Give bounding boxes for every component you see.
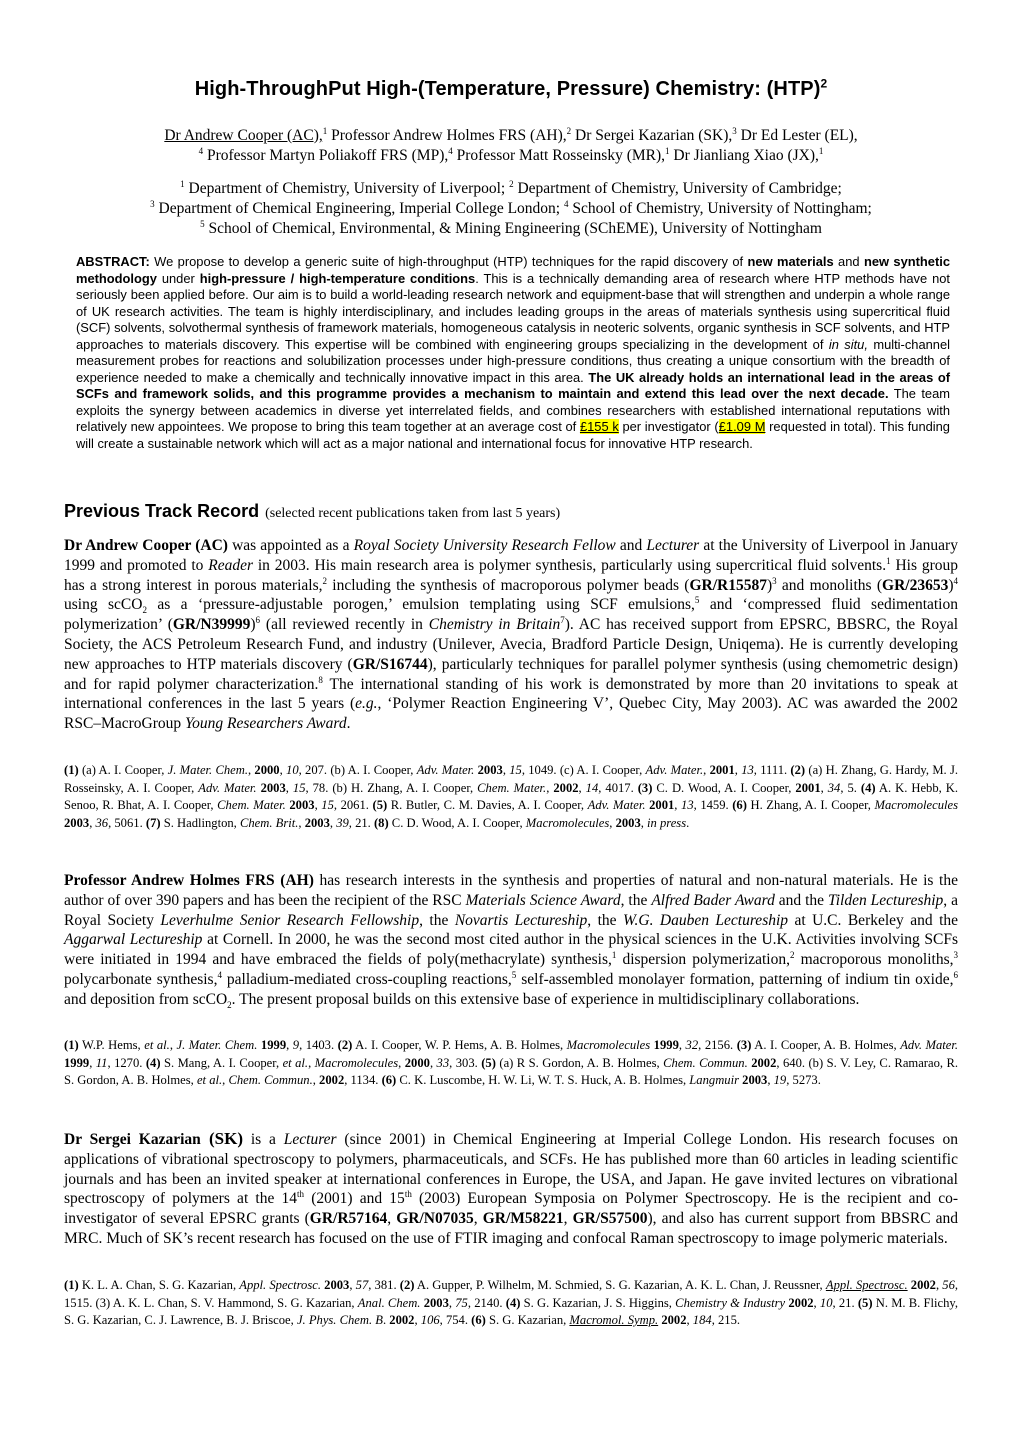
- total-highlight: £1.09 M: [718, 419, 766, 434]
- document-title: High-ThroughPut High-(Temperature, Pressure) Chemistry: (HTP)$^2$: [194, 76, 828, 100]
- section-heading: Previous Track Record (selected recent publications taken from last 5 years): [64, 501, 561, 521]
- kazarian-references: (1) K. L. A. Chan, S. G. Kazarian, Appl. Spectrosc. 2003, 57, 381. (2) A. Gupper, P. Wilhelm, M. Schmied, S. G. Kazarian, A. K. L. Chan, J. Reussner, Appl. Spectrosc. 2002, 56, 1515. (3) A. K. L. Chan, S. V. Hammond, S. G. Kazarian, Anal. Chem. 2003, 75, 2140. (4) S. G. Kazarian, J. S. Higgins, Chemistry & Industry 2002, 10, 21. (5) N. M. B. Flichy, S. G. Kazarian, C. J. Lawrence, B. J. Briscoe, J. Phys. Chem. B. 2002, 106, 754. (6) S. G. Kazarian, Macromol. Symp. 2002, 184, 215.: [64, 1278, 959, 1328]
- abstract: ABSTRACT: We propose to develop a generic suite of high-throughput (HTP) techniques for the rapid discovery of new materials and new synthetic methodology under high-pressure / high-temperature conditions. This is a technically demanding area of research where HTP methods have not seriously been applied before. Our aim is to build a world-leading research network and equipment-base that will strengthen and underpin a whole range of UK research activities. The team is highly interdisciplinary, and includes leading groups in the areas of materials synthesis using supercritical fluid (SCF) solvents, solvothermal synthesis of framework materials, homogeneous catalysis in neoteric solvents, organic synthesis in SCF solvents, and HTP approaches to materials discovery. This expertise will be combined with engineering groups specializing in the development of in situ, multi-channel measurement probes for reactions and solubilization processes under high-pressure conditions, thus creating a unique consortium with the breadth of experience needed to make a chemically and technically innovative impact in this area. The UK already holds an international lead in the areas of SCFs and framework solids, and this programme provides a mechanism to maintain and extend this lead over the next decade. The team exploits the synergy between academics in diverse yet interrelated fields, and combines researchers with established international reputations with relatively new appointees. We propose to bring this team together at an average cost of £155 k per investigator (£1.09 M requested in total). This funding will create a sustainable network which will act as a major national and international focus for innovative HTP research.: [76, 254, 951, 451]
- cooper-references: (1) (a) A. I. Cooper, J. Mater. Chem., 2000, 10, 207. (b) A. I. Cooper, Adv. Mater. 2003, 15, 1049. (c) A. I. Cooper, Adv. Mater., 2001, 13, 1111. (2) (a) H. Zhang, G. Hardy, M. J. Rosseinsky, A. I. Cooper, Adv. Mater. 2003, 15, 78. (b) H. Zhang, A. I. Cooper, Chem. Mater., 2002, 14, 4017. (3) C. D. Wood, A. I. Cooper, 2001, 34, 5. (4) A. K. Hebb, K. Senoo, R. Bhat, A. I. Cooper, Chem. Mater. 2003, 15, 2061. (5) R. Butler, C. M. Davies, A. I. Cooper, Adv. Mater. 2001, 13, 1459. (6) H. Zhang, A. I. Cooper, Macromolecules 2003, 36, 5061. (7) S. Hadlington, Chem. Brit., 2003, 39, 21. (8) C. D. Wood, A. I. Cooper, Macromolecules, 2003, in press.: [64, 763, 959, 830]
- kazarian-paragraph: Dr Sergei Kazarian (SK) is a Lecturer (since 2001) in Chemical Engineering at Imperial College London. His research focuses on applications of vibrational spectroscopy to polymers, pharmaceuticals, and SCFs. He has published more than 60 articles in leading scientific journals and has been an invited speaker at international conferences in Europe, the USA, and Japan. He gave invited lectures on vibrational spectroscopy of polymers at the 14th (2001) and 15th (2003) European Symposia on Polymer Spectroscopy. He is the recipient and co-investigator of several EPSRC grants (GR/R57164, GR/N07035, GR/M58221, GR/S57500), and also has current support from BBSRC and MRC. Much of SK’s recent research has focused on the use of FTIR imaging and confocal Raman spectroscopy to image polymeric materials.: [64, 1129, 959, 1247]
- holmes-references: (1) W.P. Hems, et al., J. Mater. Chem. 1999, 9, 1403. (2) A. I. Cooper, W. P. Hems, A. B. Holmes, Macromolecules 1999, 32, 2156. (3) A. I. Cooper, A. B. Holmes, Adv. Mater. 1999, 11, 1270. (4) S. Mang, A. I. Cooper, et al., Macromolecules, 2000, 33, 303. (5) (a) R S. Gordon, A. B. Holmes, Chem. Commun. 2002, 640. (b) S. V. Ley, C. Ramarao, R. S. Gordon, A. B. Holmes, et al., Chem. Commun., 2002, 1134. (6) C. K. Luscombe, H. W. Li, W. T. S. Huck, A. B. Holmes, Langmuir 2003, 19, 5273.: [64, 1038, 959, 1088]
- author-list: Dr Andrew Cooper (AC),$^1$ Professor Andrew Holmes FRS (AH),$^2$ Dr Sergei Kazarian (SK),$^3$ Dr Ed Lester (EL), $^4$ Professor Martyn Poliakoff FRS (MP),$^4$ Professor Matt Rosseinsky (MR),$^1$ Dr Jianliang Xiao (JX),$^1$: [164, 125, 858, 164]
- holmes-paragraph: Professor Andrew Holmes FRS (AH) has research interests in the synthesis and properties of natural and non-natural materials. He is the author of over 390 papers and has been the recipient of the RSC Materials Science Award, the Alfred Bader Award and the Tilden Lectureship, a Royal Society Leverhulme Senior Research Fellowship, the Novartis Lectureship, the W.G. Dauben Lectureship at U.C. Berkeley and the Aggarwal Lectureship at Cornell. In 2000, he was the second most cited author in the physical sciences in the U.K. Activities involving SCFs were initiated in 1994 and have embraced the fields of poly(methacrylate) synthesis,$^1$ dispersion polymerization,$^2$ macroporous monoliths,$^3$ polycarbonate synthesis,$^4$ palladium-mediated cross-coupling reactions,$^5$ self-assembled monolayer formation, patterning of indium tin oxide,$^6$ and deposition from scCO$_2$. The present proposal builds on this extensive base of experience in multidisciplinary collaborations.: [64, 872, 959, 1010]
- cost-highlight: £155 k: [579, 419, 619, 434]
- affiliation-list: $^1$ Department of Chemistry, University of Liverpool; $^2$ Department of Chemistry, University of Cambridge; $^3$ Department of Chemical Engineering, Imperial College London; $^4$ School of Chemistry, University of Nottingham; $^5$ School of Chemical, Environmental, & Mining Engineering (SChEME), University of Nottingham: [150, 178, 872, 237]
- cooper-paragraph: Dr Andrew Cooper (AC) was appointed as a Royal Society University Research Fellow and Lecturer at the University of Liverpool in January 1999 and promoted to Reader in 2003. His main research area is polymer synthesis, particularly using supercritical fluid solvents.$^1$ His group has a strong interest in porous materials,$^2$ including the synthesis of macroporous polymer beads $(GR/R15587)^3$ and monoliths $(GR/23653)^4$ using scCO$_2$ as a ‘pressure-adjustable porogen,’ emulsion templating using SCF emulsions,$^5$ and ‘compressed fluid sedimentation polymerization’ $(GR/N39999)^6$ (all reviewed recently in Chemistry in Britain$^7$). AC has received support from EPSRC, BBSRC, the Royal Society, the ACS Petroleum Research Fund, and industry (Unilever, Avecia, Bradford Particle Design, Uniqema). He is currently developing new approaches to HTP materials discovery (GR/S16744), particularly techniques for parallel polymer synthesis (using chemometric design) and for rapid polymer characterization.$^8$ The international standing of his work is demonstrated by more than 20 invitations to speak at international conferences in the last 5 years (e.g., ‘Polymer Reaction Engineering V’, Quebec City, May 2003). AC was awarded the 2002 RSC–MacroGroup Young Researchers Award.: [64, 537, 959, 733]
